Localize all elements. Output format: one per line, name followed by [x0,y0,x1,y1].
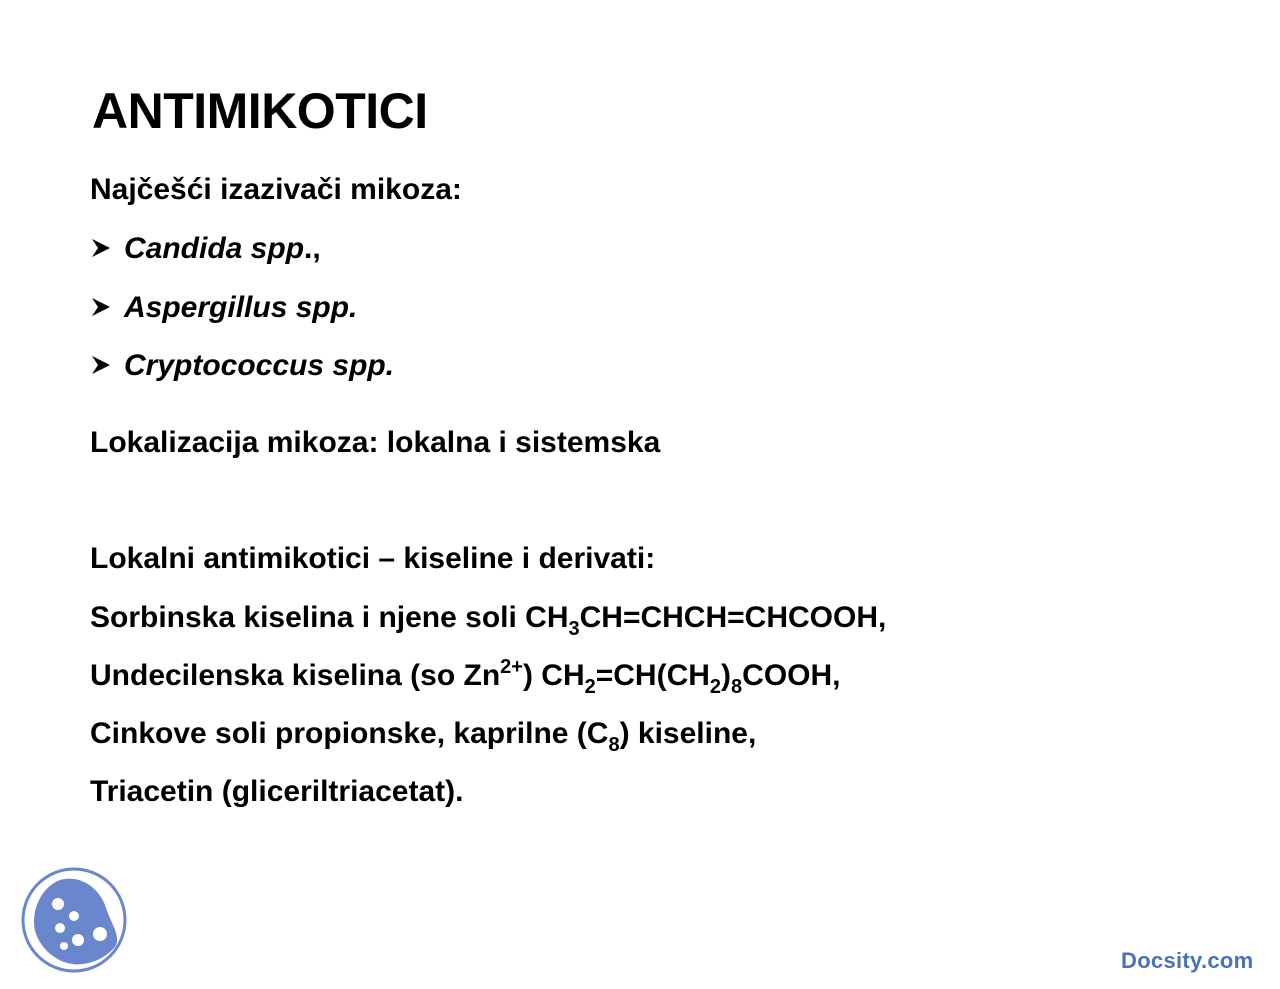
local-antimycotics-heading: Lokalni antimikotici – kiseline i derivati: [90,542,656,575]
docsity-logo-icon [20,866,128,974]
localization-text: Lokalizacija mikoza: lokalna i sistemska [90,426,661,459]
sorbic-rest: CH=CHCH=CHCOOH, [579,601,887,634]
list-item-suffix: ., [304,232,321,265]
list-item [90,229,321,269]
undecylenic-sub3: 8 [731,676,743,698]
undecylenic-rest: COOH, [742,659,841,692]
slide-title: ANTIMIKOTICI [92,83,428,139]
causes-heading: Najčešći izazivači mikoza: [90,173,462,206]
zinc-salts-line [90,714,756,754]
undecylenic-mid2: =CH(CH [595,659,710,692]
list-item-label: Candida spp [124,232,305,265]
undecylenic-sup: 2+ [500,656,523,678]
undecylenic-sub1: 2 [584,676,596,698]
list-item-label: Cryptococcus spp. [124,349,395,382]
triacetin-line: Triacetin (gliceriltriacetat). [90,775,464,808]
arrow-bullet-icon [90,288,124,328]
undecylenic-text: Undecilenska kiselina (so Zn [90,659,501,692]
zinc-rest: ) kiseline, [619,717,757,750]
brand-wordmark: Docsity.com [1121,948,1254,973]
undecylenic-mid3: ) [721,659,732,692]
list-item-label: Aspergillus spp. [124,291,358,324]
sorbic-sub: 3 [568,618,580,640]
undecylenic-acid-line [90,656,841,696]
list-item [90,288,357,328]
zinc-sub: 8 [608,734,620,756]
sorbic-acid-line [90,598,886,638]
undecylenic-mid: ) CH [522,659,585,692]
zinc-text: Cinkove soli propionske, kaprilne (C [90,717,609,750]
arrow-bullet-icon [90,346,124,386]
sorbic-text: Sorbinska kiselina i njene soli CH [90,601,569,634]
undecylenic-sub2: 2 [709,676,722,698]
arrow-bullet-icon [90,229,124,269]
list-item [90,346,394,386]
